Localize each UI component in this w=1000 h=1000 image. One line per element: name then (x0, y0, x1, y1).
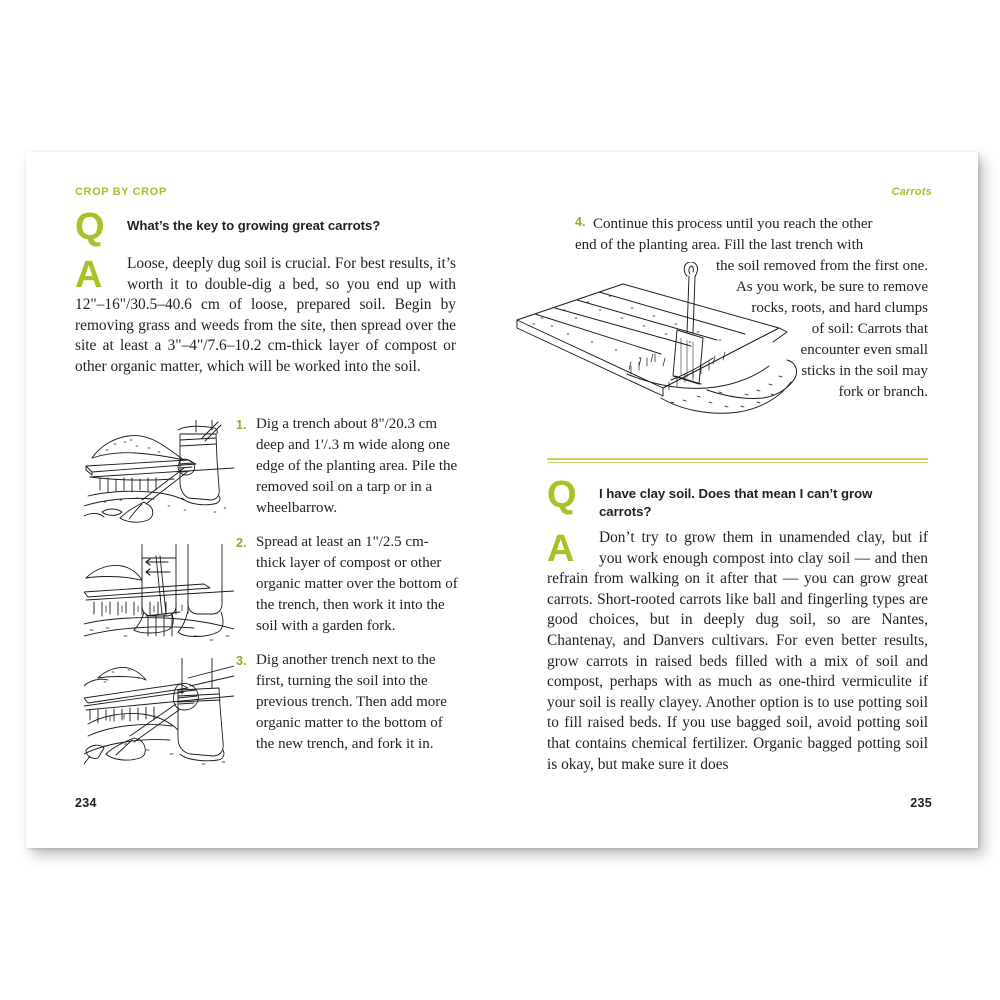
step4-line: rocks, roots, and hard clumps (751, 300, 928, 316)
running-head-left: CROP BY CROP (75, 186, 167, 198)
step4-line: Continue this process until you reach the other (593, 216, 873, 232)
step-number: 2. (236, 536, 247, 550)
steps-list-left (236, 414, 458, 768)
divider-rule-bottom (547, 462, 928, 464)
answer-body-left: Loose, deeply dug soil is crucial. For best results, it’s worth it to double-dig a bed, so you end up with 12"–16"/30.5–40.6 cm of loose, prepared soil. Begin by removing grass and weeds from the site, then spread over the site at least a 3"–4"/7.6–10.2 cm-thick layer of compost or other organic matter, which will be worked into the soil. (75, 255, 456, 375)
step-text: Spread at least an 1"/2.5 cm-thick layer of compost or other organic matter over the bottom of the trench, then work it into the soil with a garden fork. (256, 534, 458, 634)
right-page-column (547, 214, 928, 414)
question-text-right: I have clay soil. Does that mean I can’t grow carrots? (599, 486, 873, 519)
step4-number: 4. (575, 215, 586, 229)
answer-marker-a: A (547, 528, 575, 570)
step4-line: As you work, be sure to remove (735, 279, 928, 295)
answer-text-right (547, 528, 928, 775)
double-rule-divider (547, 458, 928, 463)
step4-line: fork or branch. (838, 384, 928, 400)
step4-line: sticks in the soil may (801, 363, 928, 379)
step4-block (547, 214, 928, 414)
page-number-left: 234 (75, 796, 97, 810)
step-item (236, 532, 458, 637)
garden-fork-illustration (84, 544, 234, 654)
question-marker-q: Q (547, 474, 577, 516)
divider-rule-top (547, 458, 928, 460)
step4-text (547, 214, 928, 403)
step-text: Dig a trench about 8"/20.3 cm deep and 1'/.3 m wide along one edge of the planting area. Pile the removed soil on a tarp or in a wheelbarrow. (256, 416, 458, 516)
spade-turning-soil-illustration (84, 658, 234, 770)
step4-line: the soil removed from the first one. (715, 258, 928, 274)
question-block-left (75, 206, 456, 248)
step4-line: of soil: Carrots that (811, 321, 928, 337)
question-block-right (547, 474, 928, 522)
step-number: 3. (236, 654, 247, 668)
left-page-column (75, 206, 456, 393)
running-head-right: Carrots (891, 186, 932, 198)
question-text-left: What’s the key to growing great carrots? (127, 218, 381, 233)
step-number: 1. (236, 418, 247, 432)
answer-block-left (75, 254, 456, 378)
step-item (236, 650, 458, 755)
step-text: Dig another trench next to the first, turning the soil into the previous trench. Then add more organic matter to the bottom of the new trench, and fork it in. (256, 652, 447, 752)
spade-digging-trench-illustration (84, 420, 234, 524)
answer-marker-a: A (75, 254, 103, 296)
answer-text-left (75, 254, 456, 378)
question-marker-q: Q (75, 206, 105, 248)
answer-block-right (547, 528, 928, 775)
answer-body-right: Don’t try to grow them in unamended clay, but if you work enough compost into clay soil — and then refrain from walking on it after that — you can grow great carrots. Short-rooted carrots like ball and fingerling types are good choices, but in deeply dug soil, so are Nantes, Chantenay, and Danvers cultivars. For even better results, grow carrots in raised beds filled with a mix of soil and compost, perhaps with as much as one-third vermiculite if your soil is really clayey. Another option is to use potting soil to fill raised beds. If you use bagged soil, avoid potting soil that contains chemical fertilizer. Organic bagged potting soil is okay, but make sure it does (547, 529, 928, 773)
page-number-right: 235 (910, 796, 932, 810)
step-item (236, 414, 458, 519)
step4-line: encounter even small (800, 342, 928, 358)
step4-line: end of the planting area. Fill the last trench with (575, 237, 864, 253)
book-page-spread (26, 152, 978, 848)
qa-block-right (547, 474, 928, 791)
